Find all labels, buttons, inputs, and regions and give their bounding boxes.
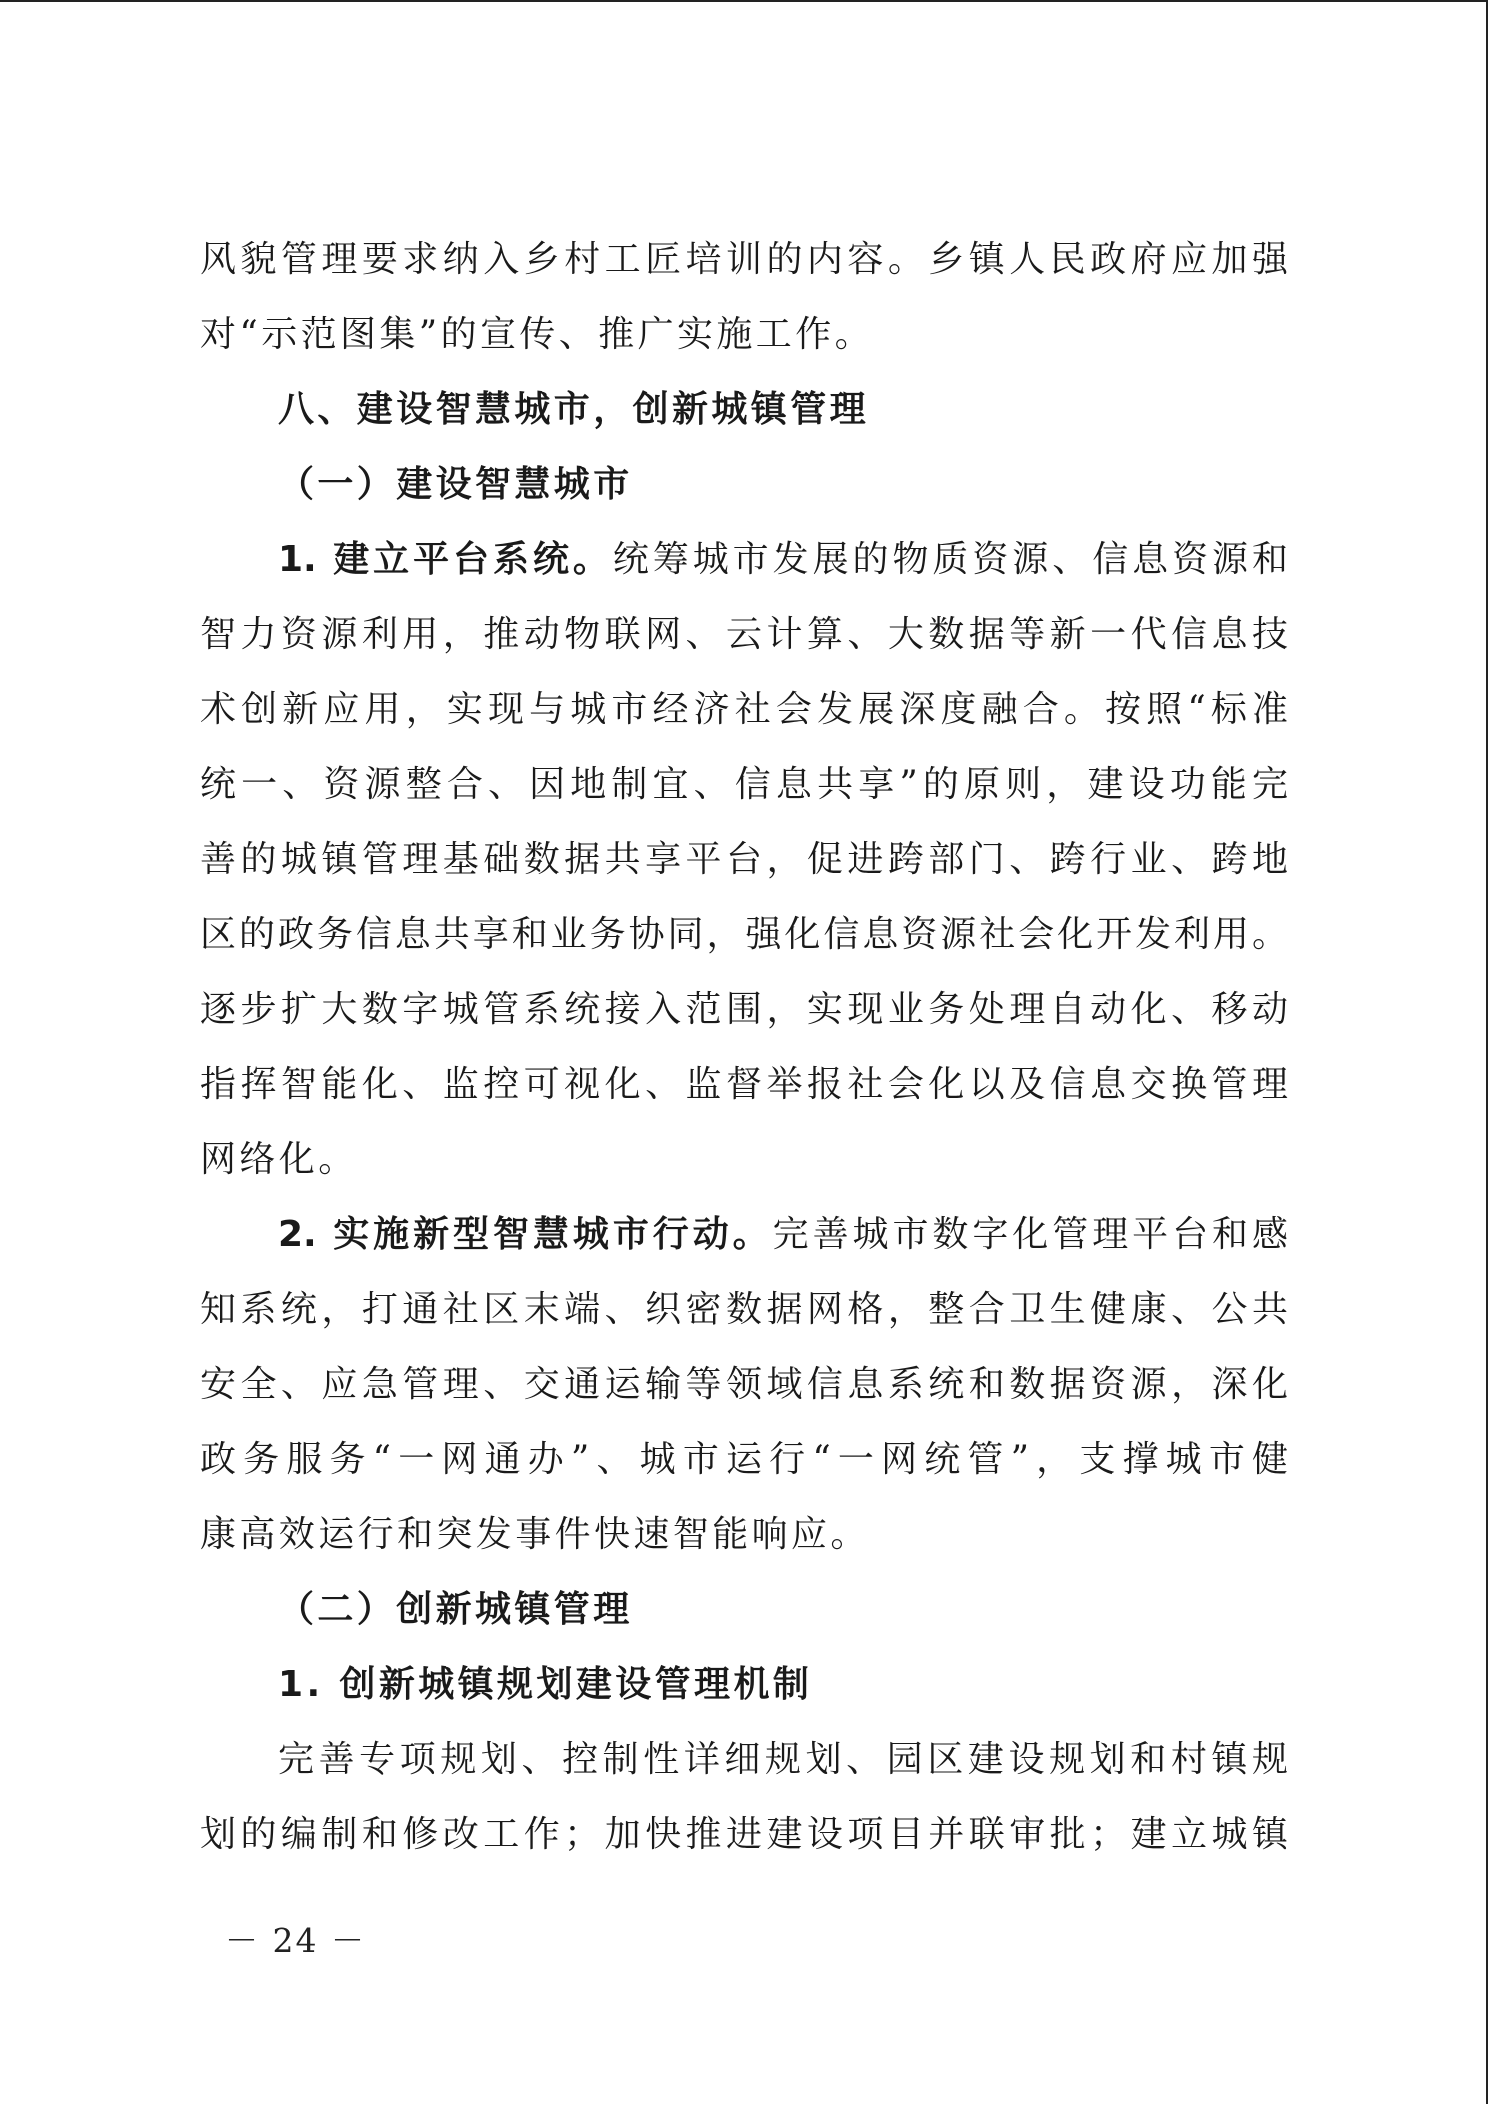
subsection-heading: （一）建设智慧城市 (278, 464, 633, 505)
paragraph-line: 知系统，打通社区末端、织密数据网格，整合卫生健康、公共 (200, 1289, 1288, 1330)
paragraph-line: 统一、资源整合、因地制宜、信息共享”的原则，建设功能完 (200, 764, 1288, 805)
paragraph-line: 网络化。 (200, 1139, 358, 1180)
paragraph-line: 完善专项规划、控制性详细规划、园区建设规划和村镇规 (278, 1739, 1288, 1780)
paragraph-line: 风貌管理要求纳入乡村工匠培训的内容。乡镇人民政府应加强 (200, 239, 1288, 280)
paragraph-line: 术创新应用，实现与城市经济社会发展深度融合。按照“标准 (200, 689, 1288, 730)
paragraph-line: 政务服务“一网通办”、城市运行“一网统管”，支撑城市健 (200, 1439, 1288, 1480)
paragraph-line (200, 522, 1288, 597)
document-body (200, 222, 1288, 1872)
item-text: 统筹城市发展的物质资源、信息资源和 (612, 539, 1288, 580)
item-heading: 1. 创新城镇规划建设管理机制 (278, 1664, 813, 1705)
paragraph-line: 康高效运行和突发事件快速智能响应。 (200, 1514, 870, 1555)
paragraph-line: 安全、应急管理、交通运输等领域信息系统和数据资源，深化 (200, 1364, 1288, 1405)
paragraph-line: 对“示范图集”的宣传、推广实施工作。 (200, 314, 875, 355)
paragraph-line: 智力资源利用，推动物联网、云计算、大数据等新一代信息技 (200, 614, 1288, 655)
item-lead: 1. 建立平台系统。 (278, 539, 613, 580)
item-text: 完善城市数字化管理平台和感 (772, 1214, 1288, 1255)
paragraph-line (200, 1197, 1288, 1272)
section-heading: 八、建设智慧城市，创新城镇管理 (278, 389, 870, 430)
page-number: － 24 － (225, 1921, 366, 1960)
subsection-heading: （二）创新城镇管理 (278, 1589, 633, 1630)
paragraph-line: 善的城镇管理基础数据共享平台，促进跨部门、跨行业、跨地 (200, 839, 1288, 880)
paragraph-line: 指挥智能化、监控可视化、监督举报社会化以及信息交换管理 (200, 1064, 1288, 1105)
paragraph-line: 划的编制和修改工作；加快推进建设项目并联审批；建立城镇 (200, 1814, 1288, 1855)
paragraph-line: 区的政务信息共享和业务协同，强化信息资源社会化开发利用。 (200, 914, 1288, 955)
paragraph-line: 逐步扩大数字城管系统接入范围，实现业务处理自动化、移动 (200, 989, 1288, 1030)
item-lead: 2. 实施新型智慧城市行动。 (278, 1214, 773, 1255)
